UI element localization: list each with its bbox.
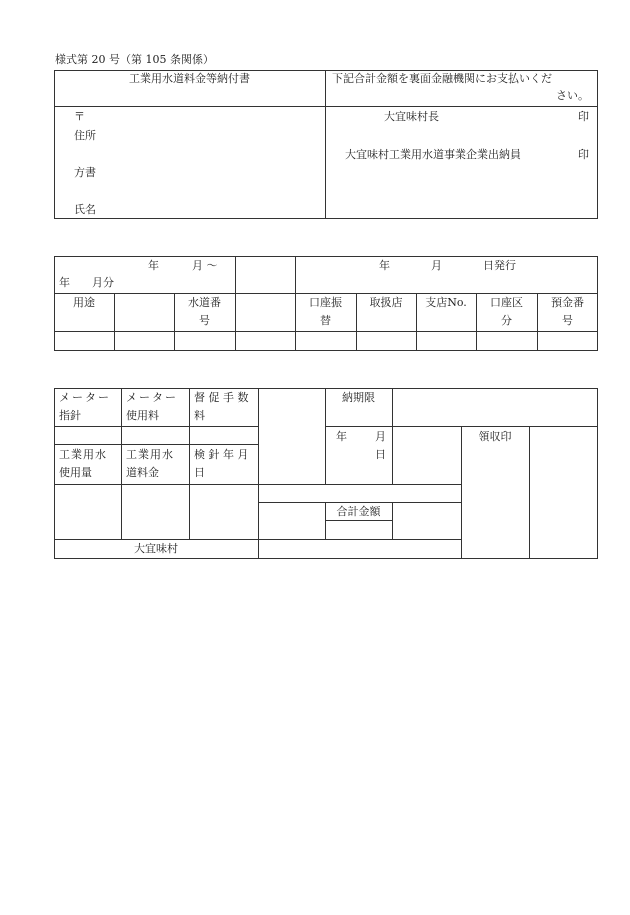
postal-mark: 〒 — [74, 110, 85, 123]
form-title: 工業用水道料金等納付書 — [129, 72, 250, 85]
reading-date-label-2: 日 — [194, 466, 205, 479]
usage-label-2: 使用量 — [59, 466, 92, 479]
instruction-line-2: さい。 — [556, 89, 589, 102]
meter-fee-label-1: メーター — [126, 391, 178, 404]
care-of-label: 方書 — [74, 166, 96, 179]
cashier-stamp: 印 — [578, 148, 589, 161]
issue-month: 月 — [431, 259, 442, 272]
period-end: 年 月分 — [59, 276, 114, 289]
depositor-no-header-2: 号 — [562, 314, 573, 327]
mayor-label: 大宜味村長 — [384, 110, 439, 123]
depositor-no-header-1: 預金番 — [551, 296, 584, 309]
address-label: 住所 — [74, 129, 96, 142]
receipt-stamp-label: 領収印 — [478, 430, 512, 443]
name-label: 氏名 — [74, 203, 96, 216]
dunning-fee-label-1: 督 促 手 数 — [194, 391, 249, 404]
issue-day: 日発行 — [483, 259, 516, 272]
bank-branch-header: 取扱店 — [369, 296, 403, 309]
form-id: 様式第 20 号（第 105 条関係） — [55, 53, 214, 66]
due-date-label: 納期限 — [342, 391, 375, 404]
due-year: 年 — [336, 430, 347, 443]
water-no-header-1: 水道番 — [188, 296, 221, 309]
instruction-line-1: 下記合計金額を裏面金融機関にお支払いくだ — [332, 72, 552, 85]
account-transfer-header-1: 口座振 — [309, 296, 342, 309]
account-type-header-1: 口座区 — [490, 296, 523, 309]
issue-year: 年 — [379, 259, 390, 272]
mayor-stamp: 印 — [578, 110, 589, 123]
period-start: 年 月 ～ — [148, 259, 218, 272]
branch-no-header: 支店No. — [425, 296, 467, 309]
purpose-header: 用途 — [73, 296, 95, 309]
water-fee-label-2: 道料金 — [126, 466, 159, 479]
water-no-header-2: 号 — [199, 314, 210, 327]
cashier-label: 大宜味村工業用水道事業企業出納員 — [345, 148, 521, 161]
water-fee-label-1: 工業用水 — [126, 448, 174, 461]
due-day: 日 — [375, 448, 386, 461]
dunning-fee-label-2: 料 — [194, 409, 205, 422]
meter-fee-label-2: 使用料 — [126, 409, 159, 422]
meter-reading-label-1: メーター — [59, 391, 111, 404]
account-transfer-header-2: 替 — [320, 314, 331, 327]
meter-reading-label-2: 指針 — [59, 409, 81, 422]
reading-date-label-1: 検 針 年 月 — [194, 448, 249, 461]
village-label: 大宜味村 — [134, 542, 178, 555]
due-month: 月 — [375, 430, 386, 443]
usage-label-1: 工業用水 — [59, 448, 107, 461]
account-type-header-2: 分 — [501, 314, 512, 327]
top-frame — [54, 70, 598, 219]
total-label: 合計金額 — [336, 505, 381, 518]
